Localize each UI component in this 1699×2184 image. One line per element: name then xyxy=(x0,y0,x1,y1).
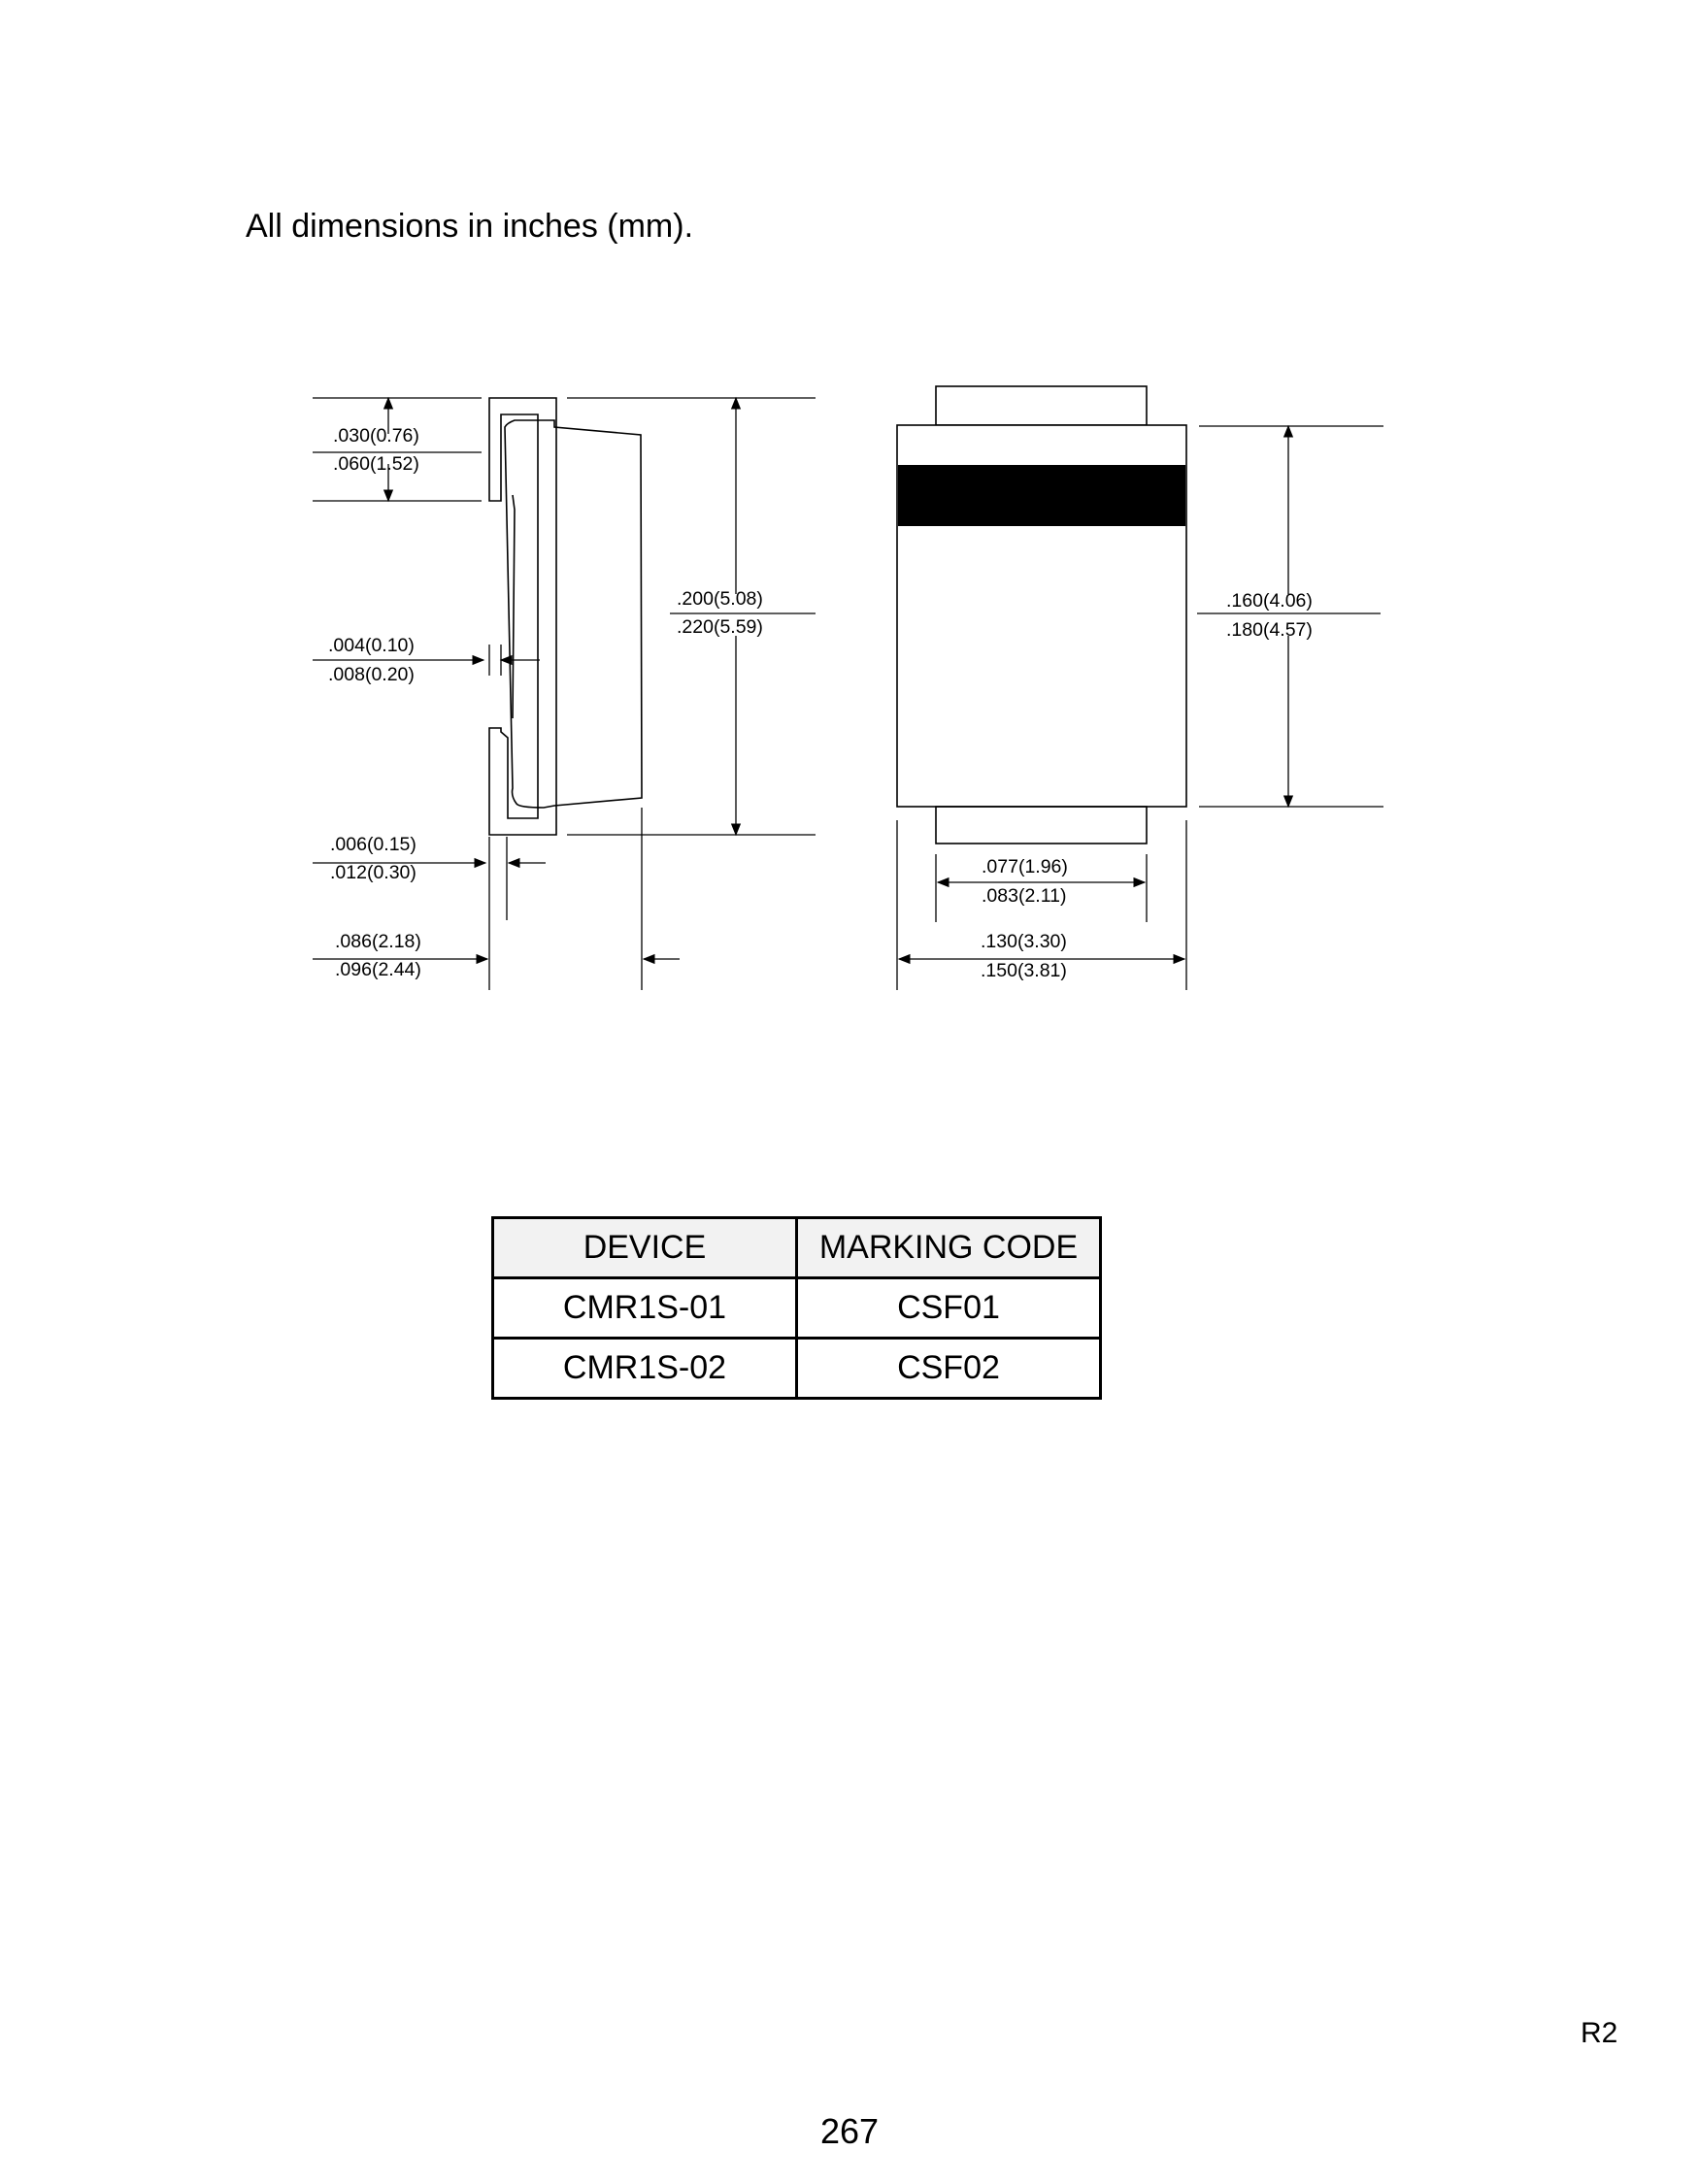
dim-body-length-min: .200(5.08) xyxy=(677,588,763,610)
dim-lead-thickness-min: .004(0.10) xyxy=(328,635,415,656)
dim-overall-thickness-max: .096(2.44) xyxy=(335,959,421,980)
device-cell: CMR1S-01 xyxy=(493,1278,797,1339)
dim-overall-length-min: .130(3.30) xyxy=(981,931,1067,952)
marking-code-table xyxy=(491,1216,1102,1400)
table-header-row xyxy=(493,1218,1101,1278)
header-device: DEVICE xyxy=(493,1218,797,1278)
header-marking-code: MARKING CODE xyxy=(797,1218,1101,1278)
dim-body-width-min: .160(4.06) xyxy=(1226,590,1313,612)
dim-overall-length-max: .150(3.81) xyxy=(981,960,1067,981)
dim-body-width-max: .180(4.57) xyxy=(1226,619,1313,641)
device-cell: CMR1S-02 xyxy=(493,1339,797,1399)
page-number: 267 xyxy=(819,2111,880,2151)
top-view xyxy=(897,386,1186,844)
revision-label: R2 xyxy=(1581,2017,1618,2049)
side-view xyxy=(489,398,642,835)
dim-body-length-max: .220(5.59) xyxy=(677,616,763,638)
dim-standoff-min: .006(0.15) xyxy=(330,834,416,855)
dimensions-note: All dimensions in inches (mm). xyxy=(246,208,694,245)
table-row xyxy=(493,1339,1101,1399)
cathode-band xyxy=(898,465,1185,526)
dim-overall-thickness-min: .086(2.18) xyxy=(335,931,421,952)
dim-standoff-max: .012(0.30) xyxy=(330,862,416,883)
marking-code-cell: CSF01 xyxy=(797,1278,1101,1339)
dim-lead-width-max: .083(2.11) xyxy=(982,885,1067,907)
dim-lead-height-min: .030(0.76) xyxy=(333,425,419,447)
dim-lead-height-max: .060(1.52) xyxy=(333,453,419,475)
package-outline-drawing xyxy=(0,0,1699,1029)
table-row xyxy=(493,1278,1101,1339)
dim-lead-thickness-max: .008(0.20) xyxy=(328,664,415,685)
dim-lead-width-min: .077(1.96) xyxy=(982,856,1068,877)
dimension-lines xyxy=(313,398,1383,990)
marking-code-cell: CSF02 xyxy=(797,1339,1101,1399)
